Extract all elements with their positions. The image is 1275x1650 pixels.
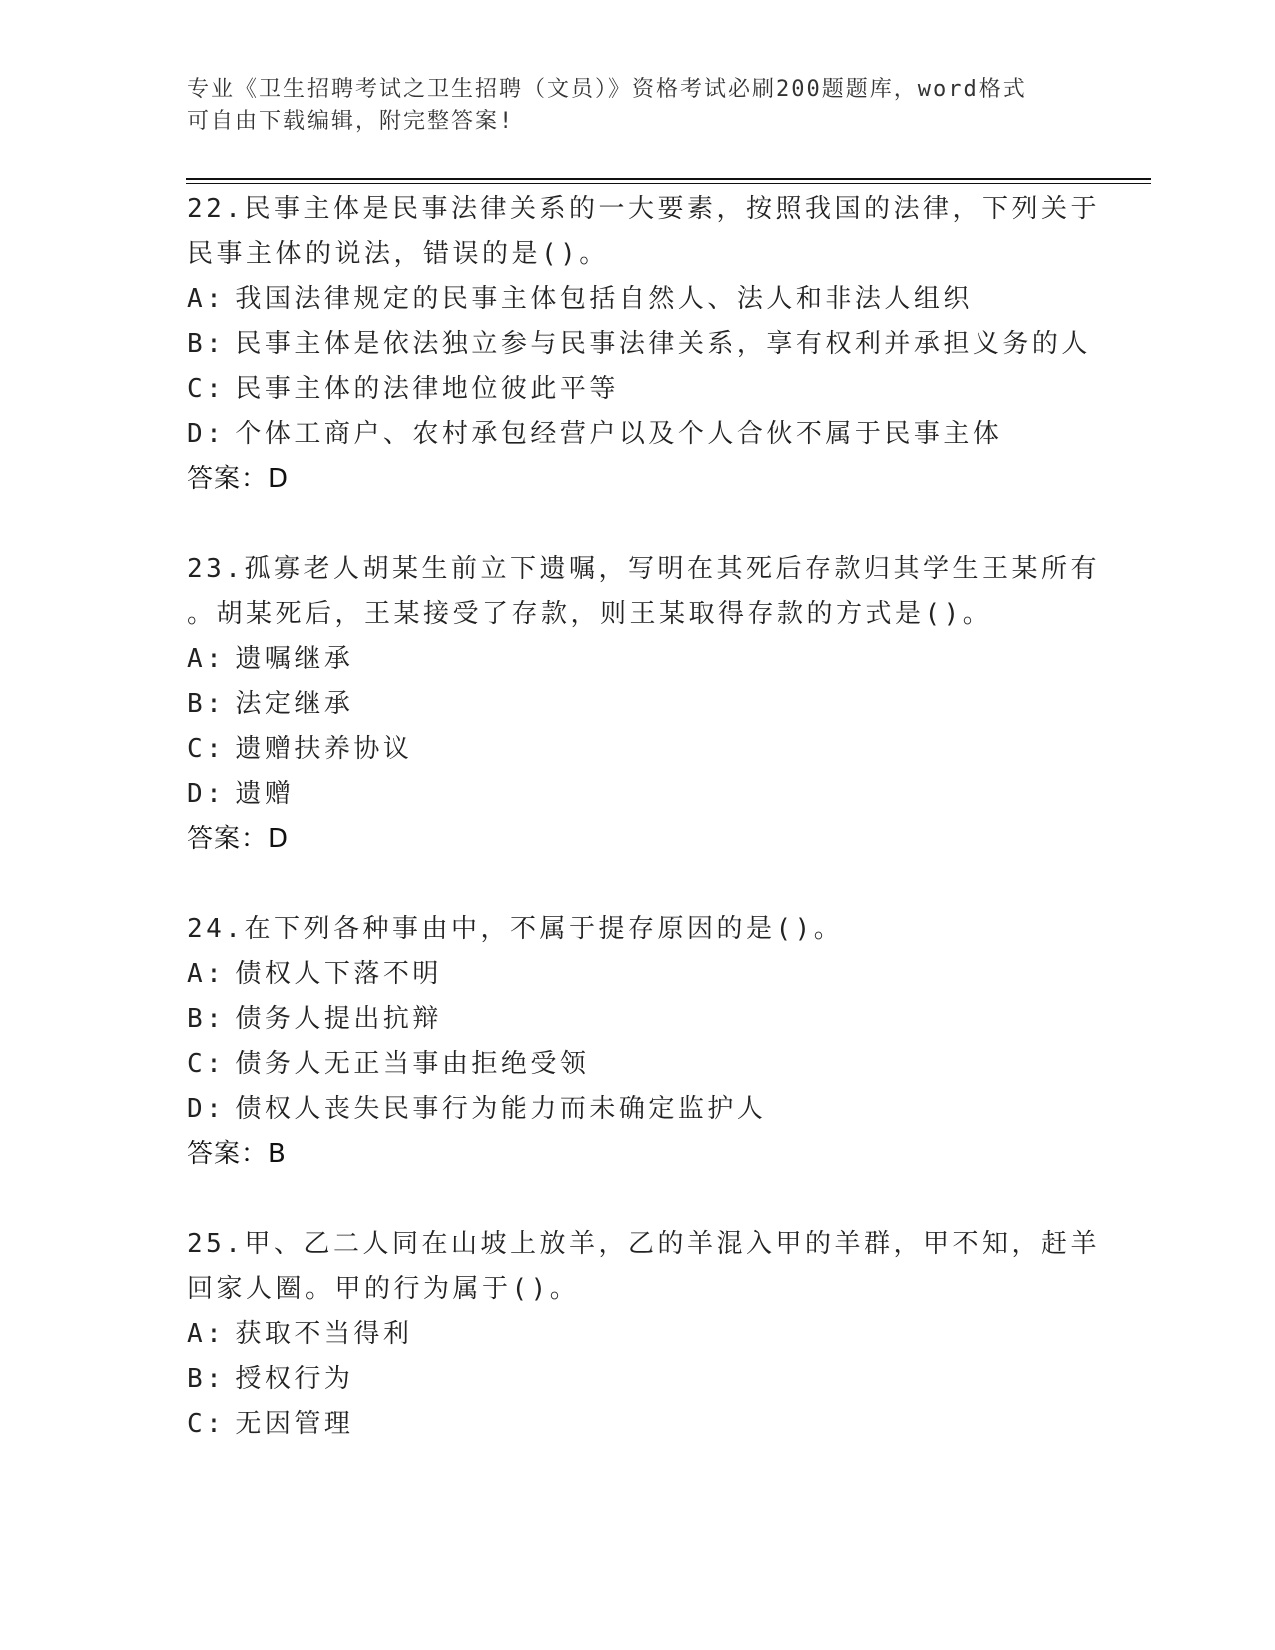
option-key: A: — [187, 284, 226, 314]
option-a — [187, 277, 1087, 322]
option-key: C: — [187, 374, 226, 404]
question-list — [187, 187, 1100, 1492]
option-text: 债权人丧失民事行为能力而未确定监护人 — [235, 1094, 767, 1124]
option-d — [187, 772, 1087, 817]
document-header — [187, 74, 1087, 138]
option-b — [187, 322, 1091, 367]
option-text: 无因管理 — [235, 1409, 354, 1439]
option-d — [187, 1087, 1087, 1132]
option-key: C: — [187, 734, 226, 764]
option-key: A: — [187, 644, 226, 674]
option-key: C: — [187, 1049, 226, 1079]
question-25 — [187, 1222, 1100, 1447]
option-key: A: — [187, 959, 226, 989]
option-key: D: — [187, 419, 226, 449]
option-text: 债务人无正当事由拒绝受领 — [235, 1049, 590, 1079]
header-line-1: 专业《卫生招聘考试之卫生招聘（文员）》资格考试必刷200题题库，word格式 — [187, 77, 1027, 102]
question-stem-line: 23.孤寡老人胡某生前立下遗嘱，写明在其死后存款归其学生王某所有 — [187, 554, 1100, 584]
question-stem-line: 24.在下列各种事由中，不属于提存原因的是()。 — [187, 914, 844, 944]
option-key: B: — [187, 689, 226, 719]
answer-line: 答案：D — [187, 464, 290, 494]
option-b — [187, 682, 1087, 727]
header-divider-thin — [186, 183, 1151, 184]
header-divider-thick — [186, 178, 1151, 180]
option-c — [187, 1042, 1087, 1087]
option-c — [187, 1402, 1087, 1447]
option-key: B: — [187, 329, 226, 359]
option-c — [187, 727, 1087, 772]
option-key: C: — [187, 1409, 226, 1439]
header-line-2: 可自由下载编辑，附完整答案! — [187, 109, 515, 134]
option-text: 债务人提出抗辩 — [235, 1004, 442, 1034]
question-stem-line: 25.甲、乙二人同在山坡上放羊，乙的羊混入甲的羊群，甲不知，赶羊 — [187, 1229, 1100, 1259]
option-a — [187, 637, 1087, 682]
option-a — [187, 952, 1087, 997]
option-text: 债权人下落不明 — [235, 959, 442, 989]
option-text: 遗嘱继承 — [235, 644, 354, 674]
option-d — [187, 412, 1087, 457]
option-key: D: — [187, 779, 226, 809]
option-text: 授权行为 — [235, 1364, 354, 1394]
question-22 — [187, 187, 1100, 502]
option-c — [187, 367, 1087, 412]
question-stem-line: 民事主体的说法，错误的是()。 — [187, 239, 609, 269]
option-text: 我国法律规定的民事主体包括自然人、法人和非法人组织 — [235, 284, 973, 314]
option-key: B: — [187, 1364, 226, 1394]
option-a — [187, 1312, 1087, 1357]
option-text: 民事主体的法律地位彼此平等 — [235, 374, 619, 404]
option-text: 获取不当得利 — [235, 1319, 413, 1349]
question-23 — [187, 547, 1100, 862]
option-text: 遗赠 — [235, 779, 295, 809]
question-stem-line: 。胡某死后，王某接受了存款，则王某取得存款的方式是()。 — [187, 599, 993, 629]
option-text: 个体工商户、农村承包经营户以及个人合伙不属于民事主体 — [235, 419, 1003, 449]
option-key: A: — [187, 1319, 226, 1349]
answer-line: 答案：B — [187, 1139, 287, 1169]
answer-line: 答案：D — [187, 824, 290, 854]
option-text: 法定继承 — [235, 689, 354, 719]
option-key: D: — [187, 1094, 226, 1124]
option-text: 遗赠扶养协议 — [235, 734, 413, 764]
option-text: 民事主体是依法独立参与民事法律关系，享有权利并承担义务的人 — [235, 329, 1091, 359]
option-key: B: — [187, 1004, 226, 1034]
option-b — [187, 1357, 1087, 1402]
question-stem-line: 回家人圈。甲的行为属于()。 — [187, 1274, 580, 1304]
question-stem-line: 22.民事主体是民事法律关系的一大要素，按照我国的法律，下列关于 — [187, 194, 1100, 224]
question-24 — [187, 907, 1087, 1177]
option-b — [187, 997, 1087, 1042]
